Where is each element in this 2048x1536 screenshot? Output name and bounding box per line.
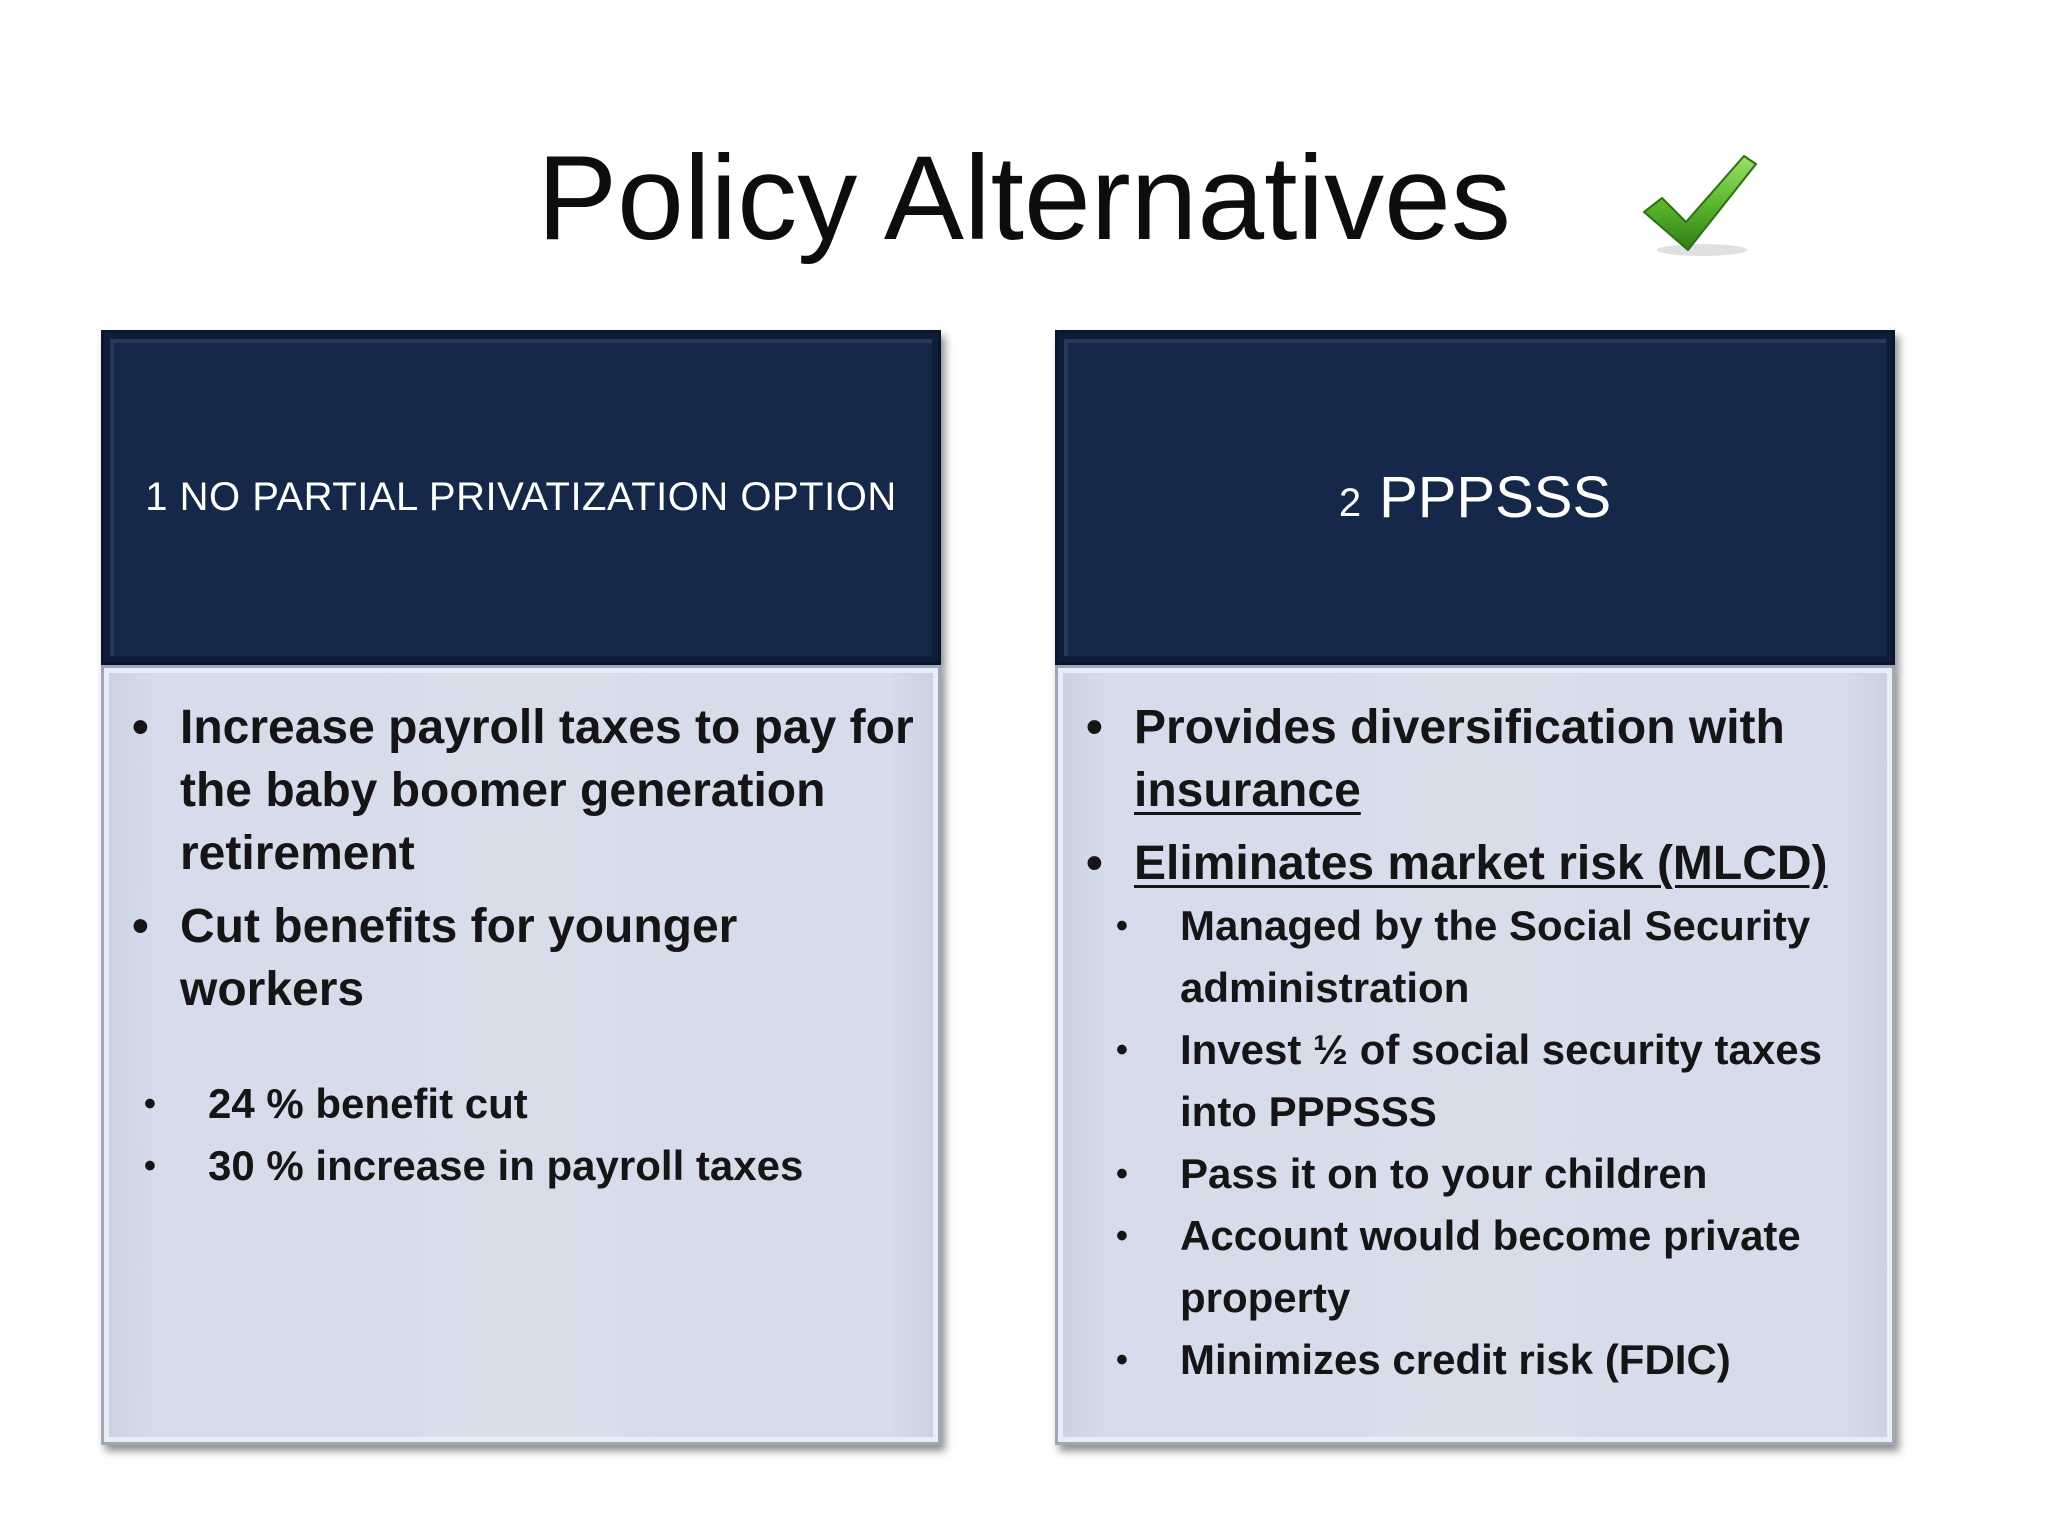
list-item: • Invest ½ of social security taxes into PPPSSS (1058, 1019, 1873, 1143)
list-item: • 24 % benefit cut (104, 1073, 914, 1135)
left-panel-body (101, 665, 941, 1445)
right-option-panel (1055, 330, 1895, 1445)
list-item: • Increase payroll taxes to pay for the baby boomer generation retirement (104, 696, 914, 885)
list-item (1058, 696, 1873, 822)
left-panel-header (101, 330, 941, 665)
right-bullets (1058, 696, 1873, 1391)
list-item: • Pass it on to your children (1058, 1143, 1873, 1205)
right-panel-header (1055, 330, 1895, 665)
left-panel-title: 1 NO PARTIAL PRIVATIZATION OPTION (145, 475, 897, 519)
list-item: • Managed by the Social Security administration (1058, 895, 1873, 1019)
list-item (1058, 832, 1873, 895)
left-sub-bullets (104, 1073, 914, 1197)
list-item: • 30 % increase in payroll taxes (104, 1135, 914, 1197)
left-option-panel (101, 330, 941, 1445)
left-main-bullets (104, 696, 914, 1031)
slide-title: Policy Alternatives (537, 131, 1511, 265)
bullet-text: Provides diversification with (1134, 701, 1785, 754)
list-item: • Account would become private property (1058, 1205, 1873, 1329)
underlined-text: insurance (1134, 764, 1361, 817)
right-panel-body (1055, 665, 1895, 1445)
green-checkmark-icon (1640, 150, 1760, 260)
right-panel-number: 2 (1338, 481, 1362, 525)
list-item: • Minimizes credit risk (FDIC) (1058, 1329, 1873, 1391)
list-item: • Cut benefits for younger workers (104, 895, 914, 1021)
right-panel-title: PPPSSS (1379, 465, 1612, 530)
underlined-text: Eliminates market risk (MLCD) (1134, 837, 1828, 890)
